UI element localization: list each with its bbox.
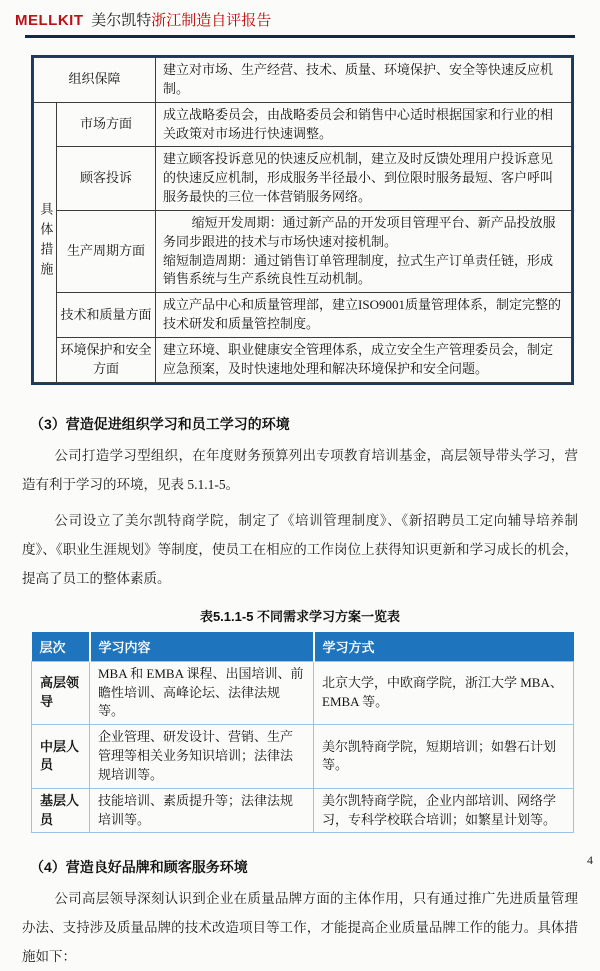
- table-row: [34, 210, 572, 292]
- header-divider-rule: [25, 35, 575, 38]
- measures-table: [33, 57, 572, 383]
- report-title-black: 美尔凯特: [91, 13, 152, 29]
- row-label-tech-quality: 技术和质量方面: [57, 293, 156, 338]
- table-row: [32, 788, 574, 833]
- brand-logo-text: MELLKIT: [15, 12, 84, 29]
- content-line-2: 缩短制造周期：通过销售订单管理制度，拉式生产订单责任链，形成销售系统与生产系统良性互动机制。: [163, 252, 554, 287]
- table-row: [34, 337, 572, 382]
- table-row: [34, 58, 572, 103]
- cell-method-middle: 美尔凯特商学院，短期培训；如磐石计划等。: [314, 725, 574, 789]
- group-label-vertical: [34, 102, 57, 382]
- column-header-method: 学习方式: [314, 632, 574, 662]
- table-header-row: [32, 632, 574, 662]
- section-4-paragraph-1: 公司高层领导深刻认识到企业在质量品牌方面的主体作用，只有通过推广先进质量管理办法、支持涉及质量品牌的技术改造项目等工作，才能提高企业质量品牌工作的能力。具体措施如下：: [22, 891, 578, 965]
- page-number: 4: [587, 853, 593, 867]
- row-content-market: 成立战略委员会，由战略委员会和销售中心适时根据国家和行业的相关政策对市场进行快速调整。: [156, 102, 572, 147]
- measures-table-frame: [31, 55, 574, 385]
- section-3-paragraph-2: 公司设立了美尔凯特商学院，制定了《培训管理制度》、《新招聘员工定向辅导培养制度》、《职业生涯规划》等制度，使员工在相应的工作岗位上获得知识更新和学习成长的机会，提高了员工的整体素质。: [22, 512, 578, 586]
- row-content-production-cycle: [156, 210, 572, 292]
- learning-table-caption: 表5.1.1-5 不同需求学习方案一览表: [199, 608, 401, 624]
- group-label-text: 具体措施: [38, 202, 54, 283]
- section-3-heading: （3）营造促进组织学习和员工学习的环境: [30, 415, 290, 432]
- content-line-1: 缩短开发周期：通过新产品的开发项目管理平台、新产品投放服务同步跟进的技术与市场快速对接机制。: [163, 214, 556, 249]
- row-content-org: 建立对市场、生产经营、技术、质量、环境保护、安全等快速反应机制。: [156, 58, 572, 103]
- cell-level-middle: 中层人员: [32, 725, 90, 789]
- row-label-environment-safety: 环境保护和安全方面: [57, 337, 156, 382]
- table-row: [34, 293, 572, 338]
- cell-level-base: 基层人员: [32, 788, 90, 833]
- section-3-paragraph-1: 公司打造学习型组织，在年度财务预算列出专项教育培训基金，高层领导带头学习，营造有利于学习的环境，见表 5.1.1-5。: [22, 447, 578, 492]
- row-label-complaints: 顾客投诉: [57, 147, 156, 211]
- row-content-tech-quality: 成立产品中心和质量管理部，建立ISO9001质量管理体系，制定完整的技术研发和质量管控制度。: [156, 293, 572, 338]
- cell-method-senior: 北京大学，中欧商学院，浙江大学 MBA、EMBA 等。: [314, 661, 574, 725]
- column-header-level: 层次: [32, 632, 90, 662]
- column-header-content: 学习内容: [90, 632, 314, 662]
- table-row: [32, 661, 574, 725]
- row-content-environment-safety: 建立环境、职业健康安全管理体系，成立安全生产管理委员会，制定应急预案，及时快速地处理和解决环境保护和安全问题。: [156, 337, 572, 382]
- row-label-market: 市场方面: [57, 102, 156, 147]
- row-label-production-cycle: 生产周期方面: [57, 210, 156, 292]
- cell-method-base: 美尔凯特商学院，企业内部培训、网络学习，专科学校联合培训；如繁星计划等。: [314, 788, 574, 833]
- row-label-org: 组织保障: [34, 58, 156, 103]
- cell-content-middle: 企业管理、研发设计、营销、生产管理等相关业务知识培训；法律法规培训等。: [90, 725, 314, 789]
- cell-content-base: 技能培训、素质提升等；法律法规培训等。: [90, 788, 314, 833]
- row-content-complaints: 建立顾客投诉意见的快速反应机制，建立及时反馈处理用户投诉意见的快速反应机制，形成服务半径最小、到位限时服务最短、客户呼叫服务最快的三位一体营销服务网络。: [156, 147, 572, 211]
- section-4-heading: （4）营造良好品牌和顾客服务环境: [30, 859, 248, 876]
- cell-content-senior: MBA 和 EMBA 课程、出国培训、前瞻性培训、高峰论坛、法律法规等。: [90, 661, 314, 725]
- learning-table: [31, 632, 574, 834]
- report-title-red: 浙江制造自评报告: [151, 13, 272, 29]
- cell-level-senior: 高层领导: [32, 661, 90, 725]
- table-row: [34, 102, 572, 147]
- document-header: [0, 0, 600, 30]
- table-row: [32, 725, 574, 789]
- table-row: [34, 147, 572, 211]
